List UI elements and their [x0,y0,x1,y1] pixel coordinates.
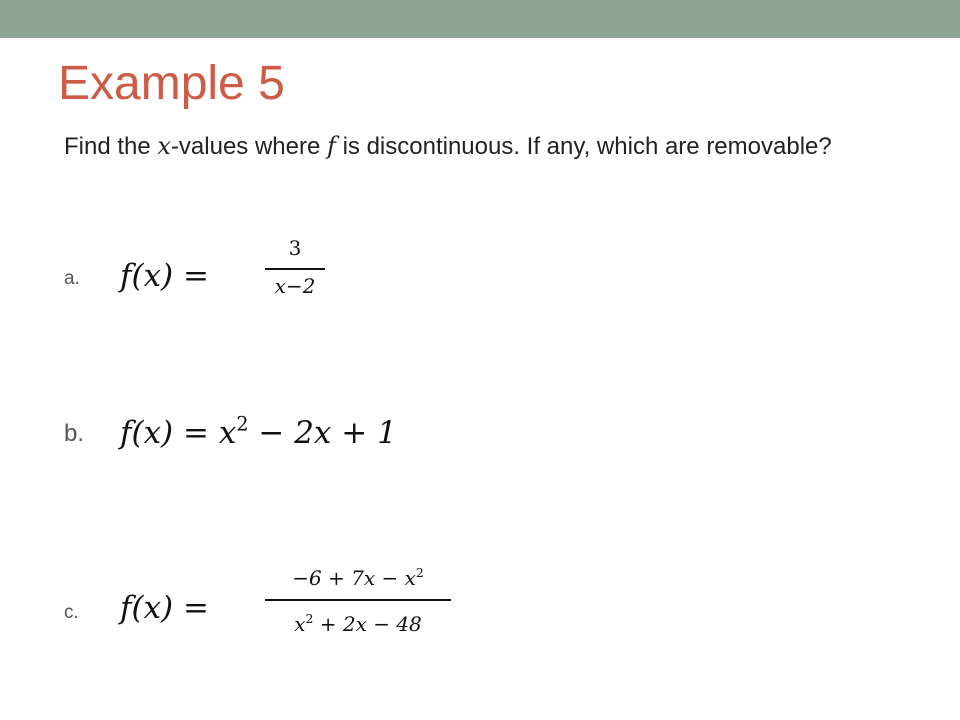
prompt-text-3: is discontinuous. If any, which are removable? [335,133,832,160]
list-item-b [64,412,484,459]
item-label-a: a. [64,268,80,289]
item-label-c: c. [64,602,79,623]
fraction-a [265,236,325,316]
fraction-c-numerator [265,566,451,590]
equation-b-exponent: 2 [236,412,249,436]
list-item-c [64,564,484,650]
fraction-c [265,566,451,650]
equation-a-lhs: f(x) = [120,258,209,294]
fraction-c-numerator-head: −6 + 7x − x [292,566,416,590]
fraction-c-bar [265,599,451,601]
equation-b [120,412,397,451]
fraction-c-denominator-tail: + 2x − 48 [313,612,422,636]
fraction-c-numerator-exponent: 2 [415,564,424,580]
equation-b-head: f(x) = x [120,415,237,451]
problem-prompt [64,128,904,165]
item-label-b: b. [64,420,85,447]
fraction-c-denominator-head: x [294,612,306,636]
equation-b-tail: − 2x + 1 [248,415,397,451]
fraction-a-numerator: 3 [288,236,302,260]
prompt-var-x: x [157,132,171,160]
fraction-a-denominator: x−2 [274,274,316,298]
prompt-var-f: f [327,132,336,160]
top-accent-bar [0,0,960,38]
prompt-text-1: Find the [64,133,158,160]
slide-title: Example 5 [58,57,285,110]
equation-c-lhs: f(x) = [120,590,209,626]
list-item-a [64,236,464,320]
prompt-text-2: -values where [170,133,328,160]
fraction-c-denominator [265,612,451,636]
fraction-c-denominator-exponent: 2 [305,610,314,626]
fraction-a-bar [265,268,325,270]
